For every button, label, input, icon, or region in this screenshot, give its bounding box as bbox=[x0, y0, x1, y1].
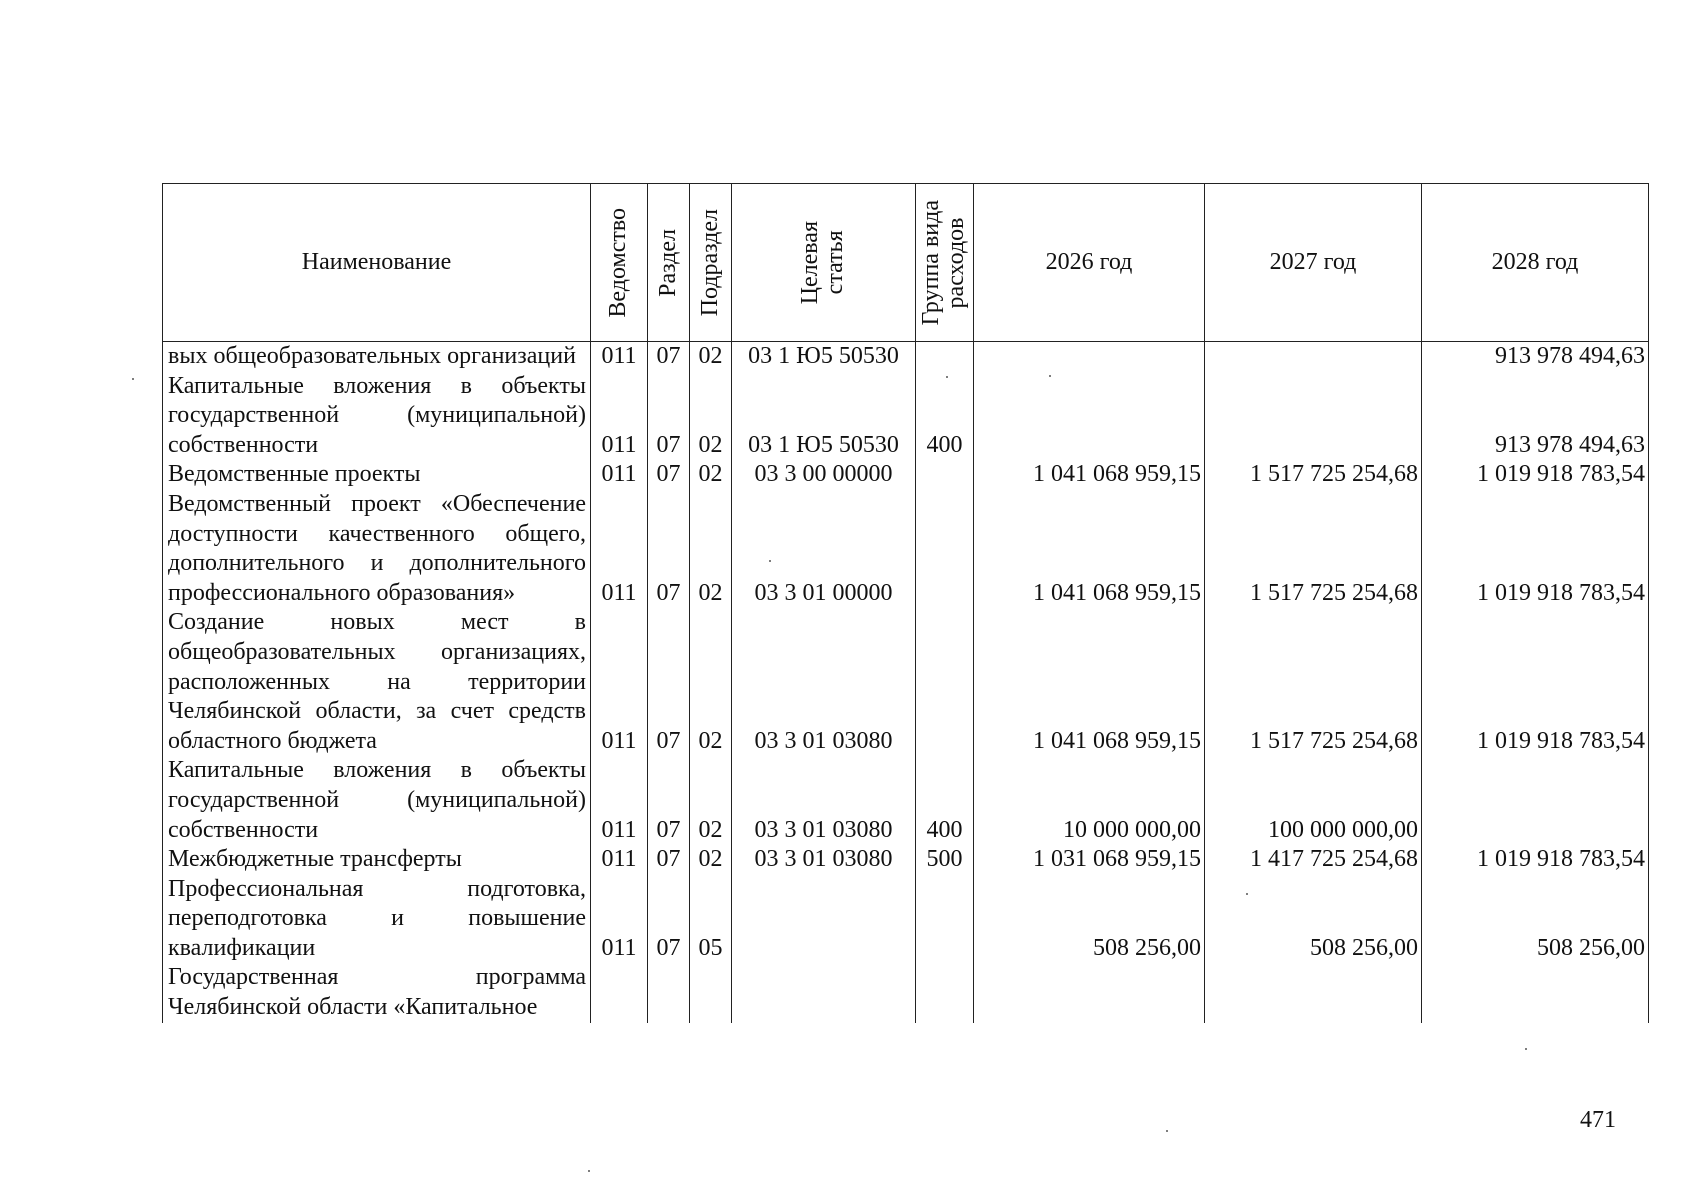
row-subsection: 05 bbox=[690, 875, 732, 964]
row-section: 07 bbox=[648, 342, 690, 372]
row-name: Государственная программа Челябинской области «Капитальное bbox=[163, 963, 591, 1022]
row-value-2026: 508 256,00 bbox=[974, 875, 1205, 964]
row-exp-group bbox=[916, 460, 974, 490]
row-value-2027: 1 517 725 254,68 bbox=[1205, 490, 1422, 608]
scan-speck bbox=[1049, 375, 1051, 377]
table-row bbox=[163, 963, 1649, 1022]
row-exp-group: 500 bbox=[916, 845, 974, 875]
row-value-2028: 508 256,00 bbox=[1422, 875, 1649, 964]
scan-speck bbox=[769, 560, 771, 562]
row-subsection bbox=[690, 963, 732, 1022]
row-name: Межбюджетные трансферты bbox=[163, 845, 591, 875]
scan-speck bbox=[1166, 1130, 1168, 1132]
row-name: Профессиональная подготовка, переподготовка и повышение квалификации bbox=[163, 875, 591, 964]
row-value-2027 bbox=[1205, 963, 1422, 1022]
scan-speck bbox=[1246, 893, 1248, 895]
page-number: 471 bbox=[1580, 1107, 1616, 1133]
row-exp-group bbox=[916, 342, 974, 372]
row-target bbox=[732, 875, 916, 964]
table-row bbox=[163, 372, 1649, 461]
row-dept bbox=[591, 963, 648, 1022]
row-name: Ведомственный проект «Обеспечение доступности качественного общего, дополнительного и дополнительного профессионального образования» bbox=[163, 490, 591, 608]
row-value-2026: 10 000 000,00 bbox=[974, 756, 1205, 845]
table-header-row bbox=[163, 184, 1649, 342]
row-subsection: 02 bbox=[690, 756, 732, 845]
row-value-2028 bbox=[1422, 756, 1649, 845]
row-value-2028: 1 019 918 783,54 bbox=[1422, 845, 1649, 875]
row-value-2026 bbox=[974, 372, 1205, 461]
budget-table bbox=[162, 183, 1649, 1023]
table-row bbox=[163, 845, 1649, 875]
row-section: 07 bbox=[648, 756, 690, 845]
row-section: 07 bbox=[648, 875, 690, 964]
row-name: вых общеобразовательных организаций bbox=[163, 342, 591, 372]
row-name: Капитальные вложения в объекты государственной (муниципальной) собственности bbox=[163, 372, 591, 461]
row-subsection: 02 bbox=[690, 608, 732, 756]
row-value-2027 bbox=[1205, 342, 1422, 372]
col-header-name: Наименование bbox=[163, 184, 591, 342]
row-subsection: 02 bbox=[690, 490, 732, 608]
row-subsection: 02 bbox=[690, 372, 732, 461]
row-value-2027: 1 417 725 254,68 bbox=[1205, 845, 1422, 875]
row-value-2028: 1 019 918 783,54 bbox=[1422, 608, 1649, 756]
row-target: 03 1 Ю5 50530 bbox=[732, 372, 916, 461]
row-value-2028: 913 978 494,63 bbox=[1422, 342, 1649, 372]
row-value-2028: 1 019 918 783,54 bbox=[1422, 490, 1649, 608]
row-target: 03 3 01 03080 bbox=[732, 845, 916, 875]
col-header-2026: 2026 год bbox=[974, 184, 1205, 342]
row-dept: 011 bbox=[591, 342, 648, 372]
row-subsection: 02 bbox=[690, 845, 732, 875]
row-subsection: 02 bbox=[690, 460, 732, 490]
row-name: Капитальные вложения в объекты государственной (муниципальной) собственности bbox=[163, 756, 591, 845]
scan-speck bbox=[588, 1170, 590, 1172]
col-header-2027: 2027 год bbox=[1205, 184, 1422, 342]
table-row bbox=[163, 608, 1649, 756]
row-exp-group bbox=[916, 963, 974, 1022]
row-dept: 011 bbox=[591, 756, 648, 845]
table-row bbox=[163, 460, 1649, 490]
table-row bbox=[163, 342, 1649, 372]
col-header-target: Целевая статья bbox=[732, 184, 916, 342]
row-dept: 011 bbox=[591, 608, 648, 756]
row-value-2028: 1 019 918 783,54 bbox=[1422, 460, 1649, 490]
row-target: 03 1 Ю5 50530 bbox=[732, 342, 916, 372]
row-name: Создание новых мест в общеобразовательных организациях, расположенных на территории Челябинской области, за счет средств областного бюджета bbox=[163, 608, 591, 756]
row-value-2026: 1 041 068 959,15 bbox=[974, 608, 1205, 756]
row-subsection: 02 bbox=[690, 342, 732, 372]
row-value-2028: 913 978 494,63 bbox=[1422, 372, 1649, 461]
col-header-2028: 2028 год bbox=[1422, 184, 1649, 342]
scan-speck bbox=[1525, 1048, 1527, 1050]
table-row bbox=[163, 756, 1649, 845]
row-target: 03 3 01 00000 bbox=[732, 490, 916, 608]
scan-speck bbox=[132, 378, 134, 380]
row-section: 07 bbox=[648, 460, 690, 490]
row-section: 07 bbox=[648, 490, 690, 608]
row-value-2027: 1 517 725 254,68 bbox=[1205, 460, 1422, 490]
table-row bbox=[163, 490, 1649, 608]
row-value-2028 bbox=[1422, 963, 1649, 1022]
row-dept: 011 bbox=[591, 372, 648, 461]
col-header-subsection: Подраздел bbox=[690, 184, 732, 342]
row-section: 07 bbox=[648, 845, 690, 875]
table-row bbox=[163, 875, 1649, 964]
row-value-2027 bbox=[1205, 372, 1422, 461]
row-dept: 011 bbox=[591, 460, 648, 490]
row-target: 03 3 00 00000 bbox=[732, 460, 916, 490]
col-header-exp-group: Группа вида расходов bbox=[916, 184, 974, 342]
row-value-2026: 1 041 068 959,15 bbox=[974, 460, 1205, 490]
row-exp-group bbox=[916, 490, 974, 608]
col-header-dept: Ведомство bbox=[591, 184, 648, 342]
row-section: 07 bbox=[648, 372, 690, 461]
row-name: Ведомственные проекты bbox=[163, 460, 591, 490]
row-exp-group bbox=[916, 875, 974, 964]
row-section: 07 bbox=[648, 608, 690, 756]
scan-speck bbox=[946, 376, 948, 378]
row-value-2027: 100 000 000,00 bbox=[1205, 756, 1422, 845]
row-exp-group bbox=[916, 608, 974, 756]
row-value-2026: 1 041 068 959,15 bbox=[974, 490, 1205, 608]
col-header-section: Раздел bbox=[648, 184, 690, 342]
row-dept: 011 bbox=[591, 845, 648, 875]
row-value-2026 bbox=[974, 342, 1205, 372]
row-target: 03 3 01 03080 bbox=[732, 608, 916, 756]
row-dept: 011 bbox=[591, 875, 648, 964]
row-target: 03 3 01 03080 bbox=[732, 756, 916, 845]
budget-table-page bbox=[162, 183, 1648, 1023]
row-exp-group: 400 bbox=[916, 756, 974, 845]
row-value-2026: 1 031 068 959,15 bbox=[974, 845, 1205, 875]
row-target bbox=[732, 963, 916, 1022]
row-value-2027: 508 256,00 bbox=[1205, 875, 1422, 964]
row-dept: 011 bbox=[591, 490, 648, 608]
row-value-2027: 1 517 725 254,68 bbox=[1205, 608, 1422, 756]
row-section bbox=[648, 963, 690, 1022]
row-value-2026 bbox=[974, 963, 1205, 1022]
row-exp-group: 400 bbox=[916, 372, 974, 461]
